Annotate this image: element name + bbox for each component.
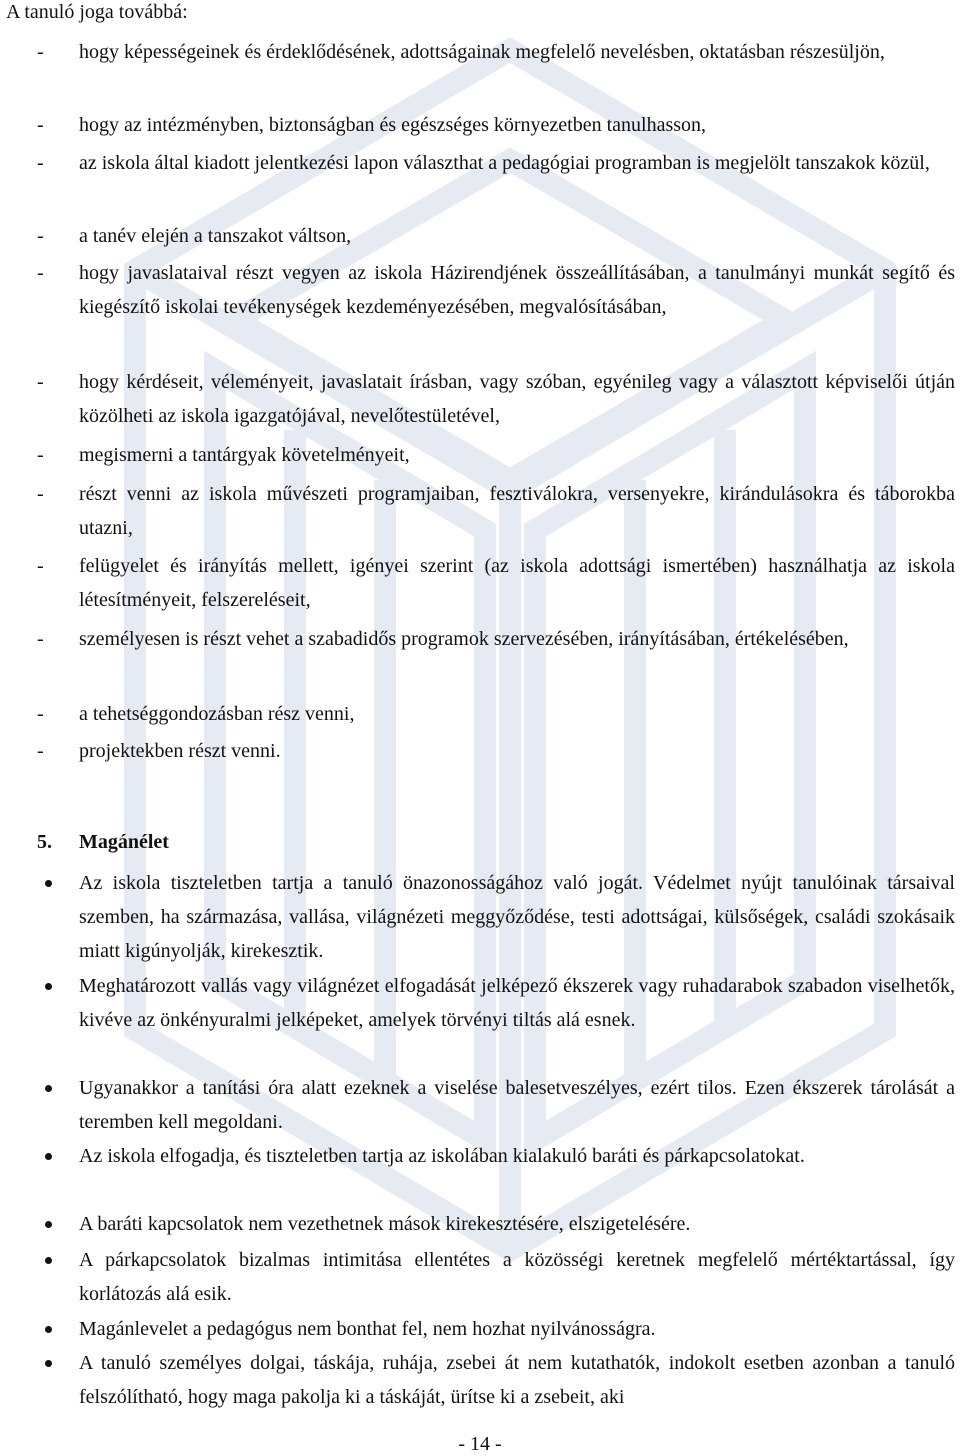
bullet-list-item bbox=[37, 1312, 955, 1346]
bullet-list-item bbox=[37, 1243, 955, 1311]
dash-item-text: a tehetséggondozásban rész venni, bbox=[79, 703, 355, 725]
dash-list-item bbox=[37, 146, 955, 180]
bullet-item-text: A tanuló személyes dolgai, táskája, ruhája, zsebei át nem kutathatók, indokolt esetben azonban a tanuló felszólítható, hogy maga pakolja ki a táskáját, ürítse ki a zsebeit, aki bbox=[79, 1352, 955, 1408]
dash-item-text: felügyelet és irányítás mellett, igényei szerint (az iskola adottsági ismertében) használhatja az iskola létesítményeit, felszereléseit, bbox=[79, 555, 955, 611]
bullet-item-text: Meghatározott vallás vagy világnézet elfogadását jelképező ékszerek vagy ruhadarabok szabadon viselhetők, kivéve az önkényuralmi jelképeket, amelyek törvényi tiltás alá esnek. bbox=[79, 975, 955, 1031]
dash-item-text: részt venni az iskola művészeti programjaiban, fesztiválokra, versenyekre, kirándulásokra és táborokba utazni, bbox=[79, 483, 955, 539]
dash-marker: - bbox=[37, 740, 44, 762]
bullet-list-item bbox=[37, 1139, 955, 1173]
bullet-list-item bbox=[37, 866, 955, 968]
bullet-item-text: Az iskola elfogadja, és tiszteletben tartja az iskolában kialakuló baráti és párkapcsolatokat. bbox=[79, 1145, 805, 1167]
dash-item-text: hogy képességeinek és érdeklődésének, adottságainak megfelelő nevelésben, oktatásban részesüljön, bbox=[79, 41, 885, 63]
dash-list-item bbox=[37, 697, 955, 731]
bullet-list-item bbox=[37, 969, 955, 1037]
dash-list-item bbox=[37, 219, 955, 253]
dash-marker: - bbox=[37, 555, 44, 577]
dash-item-text: az iskola által kiadott jelentkezési lapon választhat a pedagógiai programban is megjelölt tanszakok közül, bbox=[79, 152, 930, 174]
dash-list-item bbox=[37, 35, 955, 69]
dash-item-text: megismerni a tantárgyak követelményeit, bbox=[79, 444, 410, 466]
dash-marker: - bbox=[37, 114, 44, 136]
dash-item-text: projektekben részt venni. bbox=[79, 740, 281, 762]
dash-list-item bbox=[37, 365, 955, 433]
dash-marker: - bbox=[37, 444, 44, 466]
dash-marker: - bbox=[37, 703, 44, 725]
dash-marker: - bbox=[37, 41, 44, 63]
dash-item-text: személyesen is részt vehet a szabadidős programok szervezésében, irányításában, értékelésében, bbox=[79, 628, 849, 650]
dash-list-item bbox=[37, 622, 955, 656]
dash-list-item bbox=[37, 438, 955, 472]
dash-list-item bbox=[37, 549, 955, 617]
section-number: 5. bbox=[37, 831, 52, 853]
dash-item-text: a tanév elején a tanszakot váltson, bbox=[79, 225, 352, 247]
dash-list-item bbox=[37, 108, 955, 142]
section-title: Magánélet bbox=[79, 831, 169, 853]
dash-item-text: hogy javaslataival részt vegyen az iskola Házirendjének összeállításában, a tanulmányi munkát segítő és kiegészítő iskolai tevékenységek kezdeményezésében, megvalósításában, bbox=[79, 262, 955, 318]
bullet-item-text: Az iskola tiszteletben tartja a tanuló önazonosságához való jogát. Védelmet nyújt tanulóinak társaival szemben, ha származása, vallása, világnézeti meggyőződése, testi adottságai, külsőségek, családi szokásaik miatt kigúnyolják, kirekesztik. bbox=[79, 872, 955, 962]
bullet-item-text: Ugyanakkor a tanítási óra alatt ezeknek a viselése balesetveszélyes, ezért tilos. Ezen ékszerek tárolását a teremben kell megoldani. bbox=[79, 1077, 955, 1133]
dash-marker: - bbox=[37, 483, 44, 505]
dash-list-item bbox=[37, 477, 955, 545]
dash-marker: - bbox=[37, 371, 44, 393]
dash-list-item bbox=[37, 734, 955, 768]
dash-marker: - bbox=[37, 628, 44, 650]
page-number: - 14 - bbox=[458, 1433, 502, 1455]
bullet-item-text: Magánlevelet a pedagógus nem bonthat fel, nem hozhat nyilvánosságra. bbox=[79, 1318, 656, 1340]
dash-item-text: hogy az intézményben, biztonságban és egészséges környezetben tanulhasson, bbox=[79, 114, 707, 136]
dash-marker: - bbox=[37, 262, 44, 284]
bullet-list-item bbox=[37, 1346, 955, 1414]
dash-marker: - bbox=[37, 225, 44, 247]
dash-item-text: hogy kérdéseit, véleményeit, javaslatait írásban, vagy szóban, egyénileg vagy a választott képviselői útján közölheti az iskola igazgatójával, nevelőtestületével, bbox=[79, 371, 955, 427]
bullet-list-item bbox=[37, 1071, 955, 1139]
intro-line: A tanuló joga továbbá: bbox=[6, 1, 188, 23]
bullet-list-item bbox=[37, 1207, 955, 1241]
bullet-item-text: A párkapcsolatok bizalmas intimitása ellentétes a közösségi keretnek megfelelő mértéktartással, így korlátozás alá esik. bbox=[79, 1249, 955, 1305]
section-heading bbox=[37, 825, 169, 859]
dash-list-item bbox=[37, 256, 955, 324]
bullet-item-text: A baráti kapcsolatok nem vezethetnek mások kirekesztésére, elszigetelésére. bbox=[79, 1213, 691, 1235]
dash-marker: - bbox=[37, 152, 44, 174]
